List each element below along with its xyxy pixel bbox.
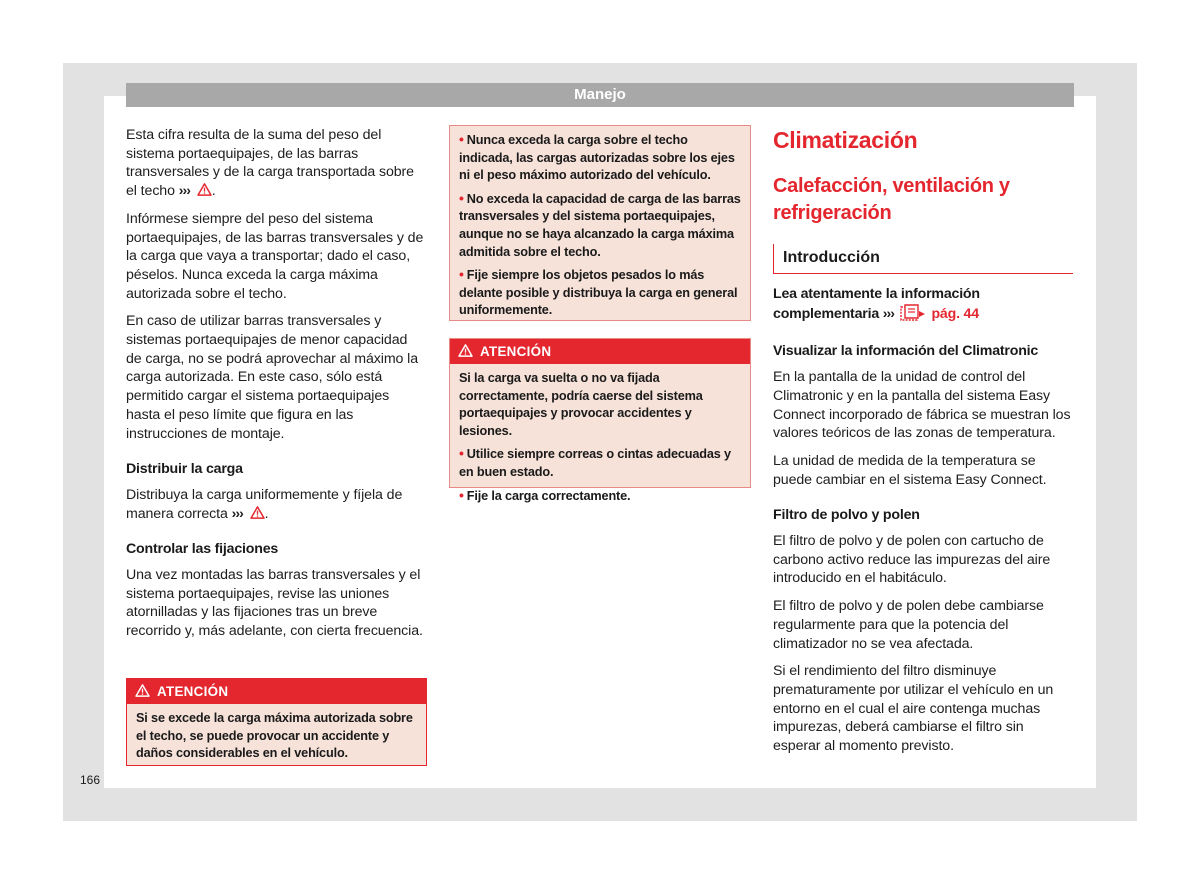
paragraph-informese: Infórmese siempre del peso del sistema portaequipajes, de las barras transversales y de la carga que vaya a transportar; dado el caso, péselos. Nunca exceda la carga máxima autorizada sobre el techo. — [126, 210, 424, 302]
bullet-dot: • — [459, 266, 464, 283]
section-title: Manejo — [574, 86, 626, 103]
section-title-calefaccion: Calefacción, ventilación y refrigeración — [773, 175, 1010, 224]
bullet-dot: • — [459, 189, 464, 206]
page-number: 166 — [80, 773, 101, 787]
warning-body — [450, 126, 750, 328]
bullet-dot: • — [459, 486, 464, 503]
heading-controlar: Controlar las fijaciones — [126, 541, 279, 558]
warning-box-carga-suelta — [449, 338, 751, 503]
warning-heading-label: ATENCIÓN — [480, 344, 552, 359]
paragraph-distribuya: Distribuya la carga uniformemente y fíjela de manera correcta ››› . — [126, 486, 403, 522]
see-reference-arrows[interactable]: ››› — [882, 305, 894, 322]
warning-heading-label: ATENCIÓN — [157, 684, 229, 699]
warning-triangle-icon[interactable] — [197, 183, 212, 196]
paragraph-filtro-cambio: El filtro de polvo y de polen debe cambiarse regularmente para que la potencia del climatizador no se vea afectada. — [773, 598, 1044, 652]
warning-bullet: • Nunca exceda la carga sobre el techo indicada, las cargas autorizadas sobre los ejes ni el peso máximo autorizado del vehículo. — [459, 131, 735, 183]
paragraph-pantalla: En la pantalla de la unidad de control del Climatronic y en la pantalla del sistema Easy Connect incorporado de fábrica se muestran los valores teóricos de las zonas de temperatura. — [773, 369, 1071, 442]
paragraph-peso: Esta cifra resulta de la suma del peso del sistema portaequipajes, de las barras transversales y de la carga transportada sobre el techo ››› . — [126, 127, 414, 200]
chapter-title: Climatización — [773, 127, 918, 153]
warning-bullet: • No exceda la capacidad de carga de las barras transversales y del sistema portaequipajes, aunque no se haya alcanzado la carga máxima admitida sobre el techo. — [459, 189, 741, 259]
warning-body — [450, 364, 750, 513]
heading-distribuir: Distribuir la carga — [126, 461, 243, 478]
paragraph-filtro-carbono: El filtro de polvo y de polen con cartucho de carbono activo reduce las impurezas del aire introducido en el habitáculo. — [773, 533, 1051, 587]
subsection-introduccion: Introducción — [773, 244, 1073, 274]
warning-bullet: • Fije siempre los objetos pesados lo más delante posible y distribuya la carga en general uniformemente. — [459, 266, 738, 318]
paragraph-fijaciones: Una vez montadas las barras transversales y el sistema portaequipajes, revise las uniones atornilladas y las fijaciones tras un breve recorrido y, más adelante, con cierta frecuencia. — [126, 567, 423, 640]
read-note: Lea atentamente la información complementaria ››› pág. 44 — [773, 286, 980, 322]
book-reference-icon[interactable] — [900, 304, 926, 321]
warning-box-continuation — [449, 125, 751, 321]
warning-box-carga-maxima — [126, 678, 427, 766]
warning-text: Si se excede la carga máxima autorizada sobre el techo, se puede provocar un accidente y daños considerables en el vehículo. — [136, 711, 413, 761]
left-column — [126, 126, 426, 650]
right-column — [773, 126, 1073, 765]
paragraph-filtro-rendimiento: Si el rendimiento del filtro disminuye prematuramente por utilizar el vehículo en un entorno en el cual el aire contenga muchas impurezas, deberá cambiarse el filtro sin esperar al momento previsto. — [773, 663, 1054, 755]
bullet-dot: • — [459, 131, 464, 147]
page-reference-link[interactable]: pág. 44 — [931, 305, 979, 322]
bullet-dot: • — [459, 445, 464, 462]
warning-bullet: • Fije la carga correctamente. — [459, 486, 631, 503]
warning-triangle-icon — [135, 684, 150, 697]
section-header-bar — [126, 83, 1074, 107]
heading-visualizar: Visualizar la información del Climatronic — [773, 343, 1039, 360]
see-warning-arrows[interactable]: ››› — [231, 505, 243, 522]
paragraph-barras: En caso de utilizar barras transversales y sistemas portaequipajes de menor capacidad de carga, no se podrá aprovechar al máximo la carga autorizada. En este caso, sólo está permitido cargar el sistema portaequipajes hasta el peso límite que figura en las instrucciones de montaje. — [126, 313, 419, 442]
warning-header — [450, 339, 750, 364]
warning-intro: Si la carga va suelta o no va fijada correctamente, podría caerse del sistema portaequipajes y provocar accidentes y lesiones. — [459, 371, 703, 438]
see-warning-arrows[interactable]: ››› — [178, 183, 190, 200]
warning-body — [127, 704, 426, 771]
warning-bullet: • Utilice siempre correas o cintas adecuadas y en buen estado. — [459, 445, 731, 479]
warning-header — [127, 679, 426, 704]
warning-triangle-icon[interactable] — [250, 506, 265, 519]
warning-triangle-icon — [458, 344, 473, 357]
heading-filtro: Filtro de polvo y polen — [773, 507, 920, 524]
paragraph-unidad: La unidad de medida de la temperatura se puede cambiar en el sistema Easy Connect. — [773, 452, 1047, 488]
